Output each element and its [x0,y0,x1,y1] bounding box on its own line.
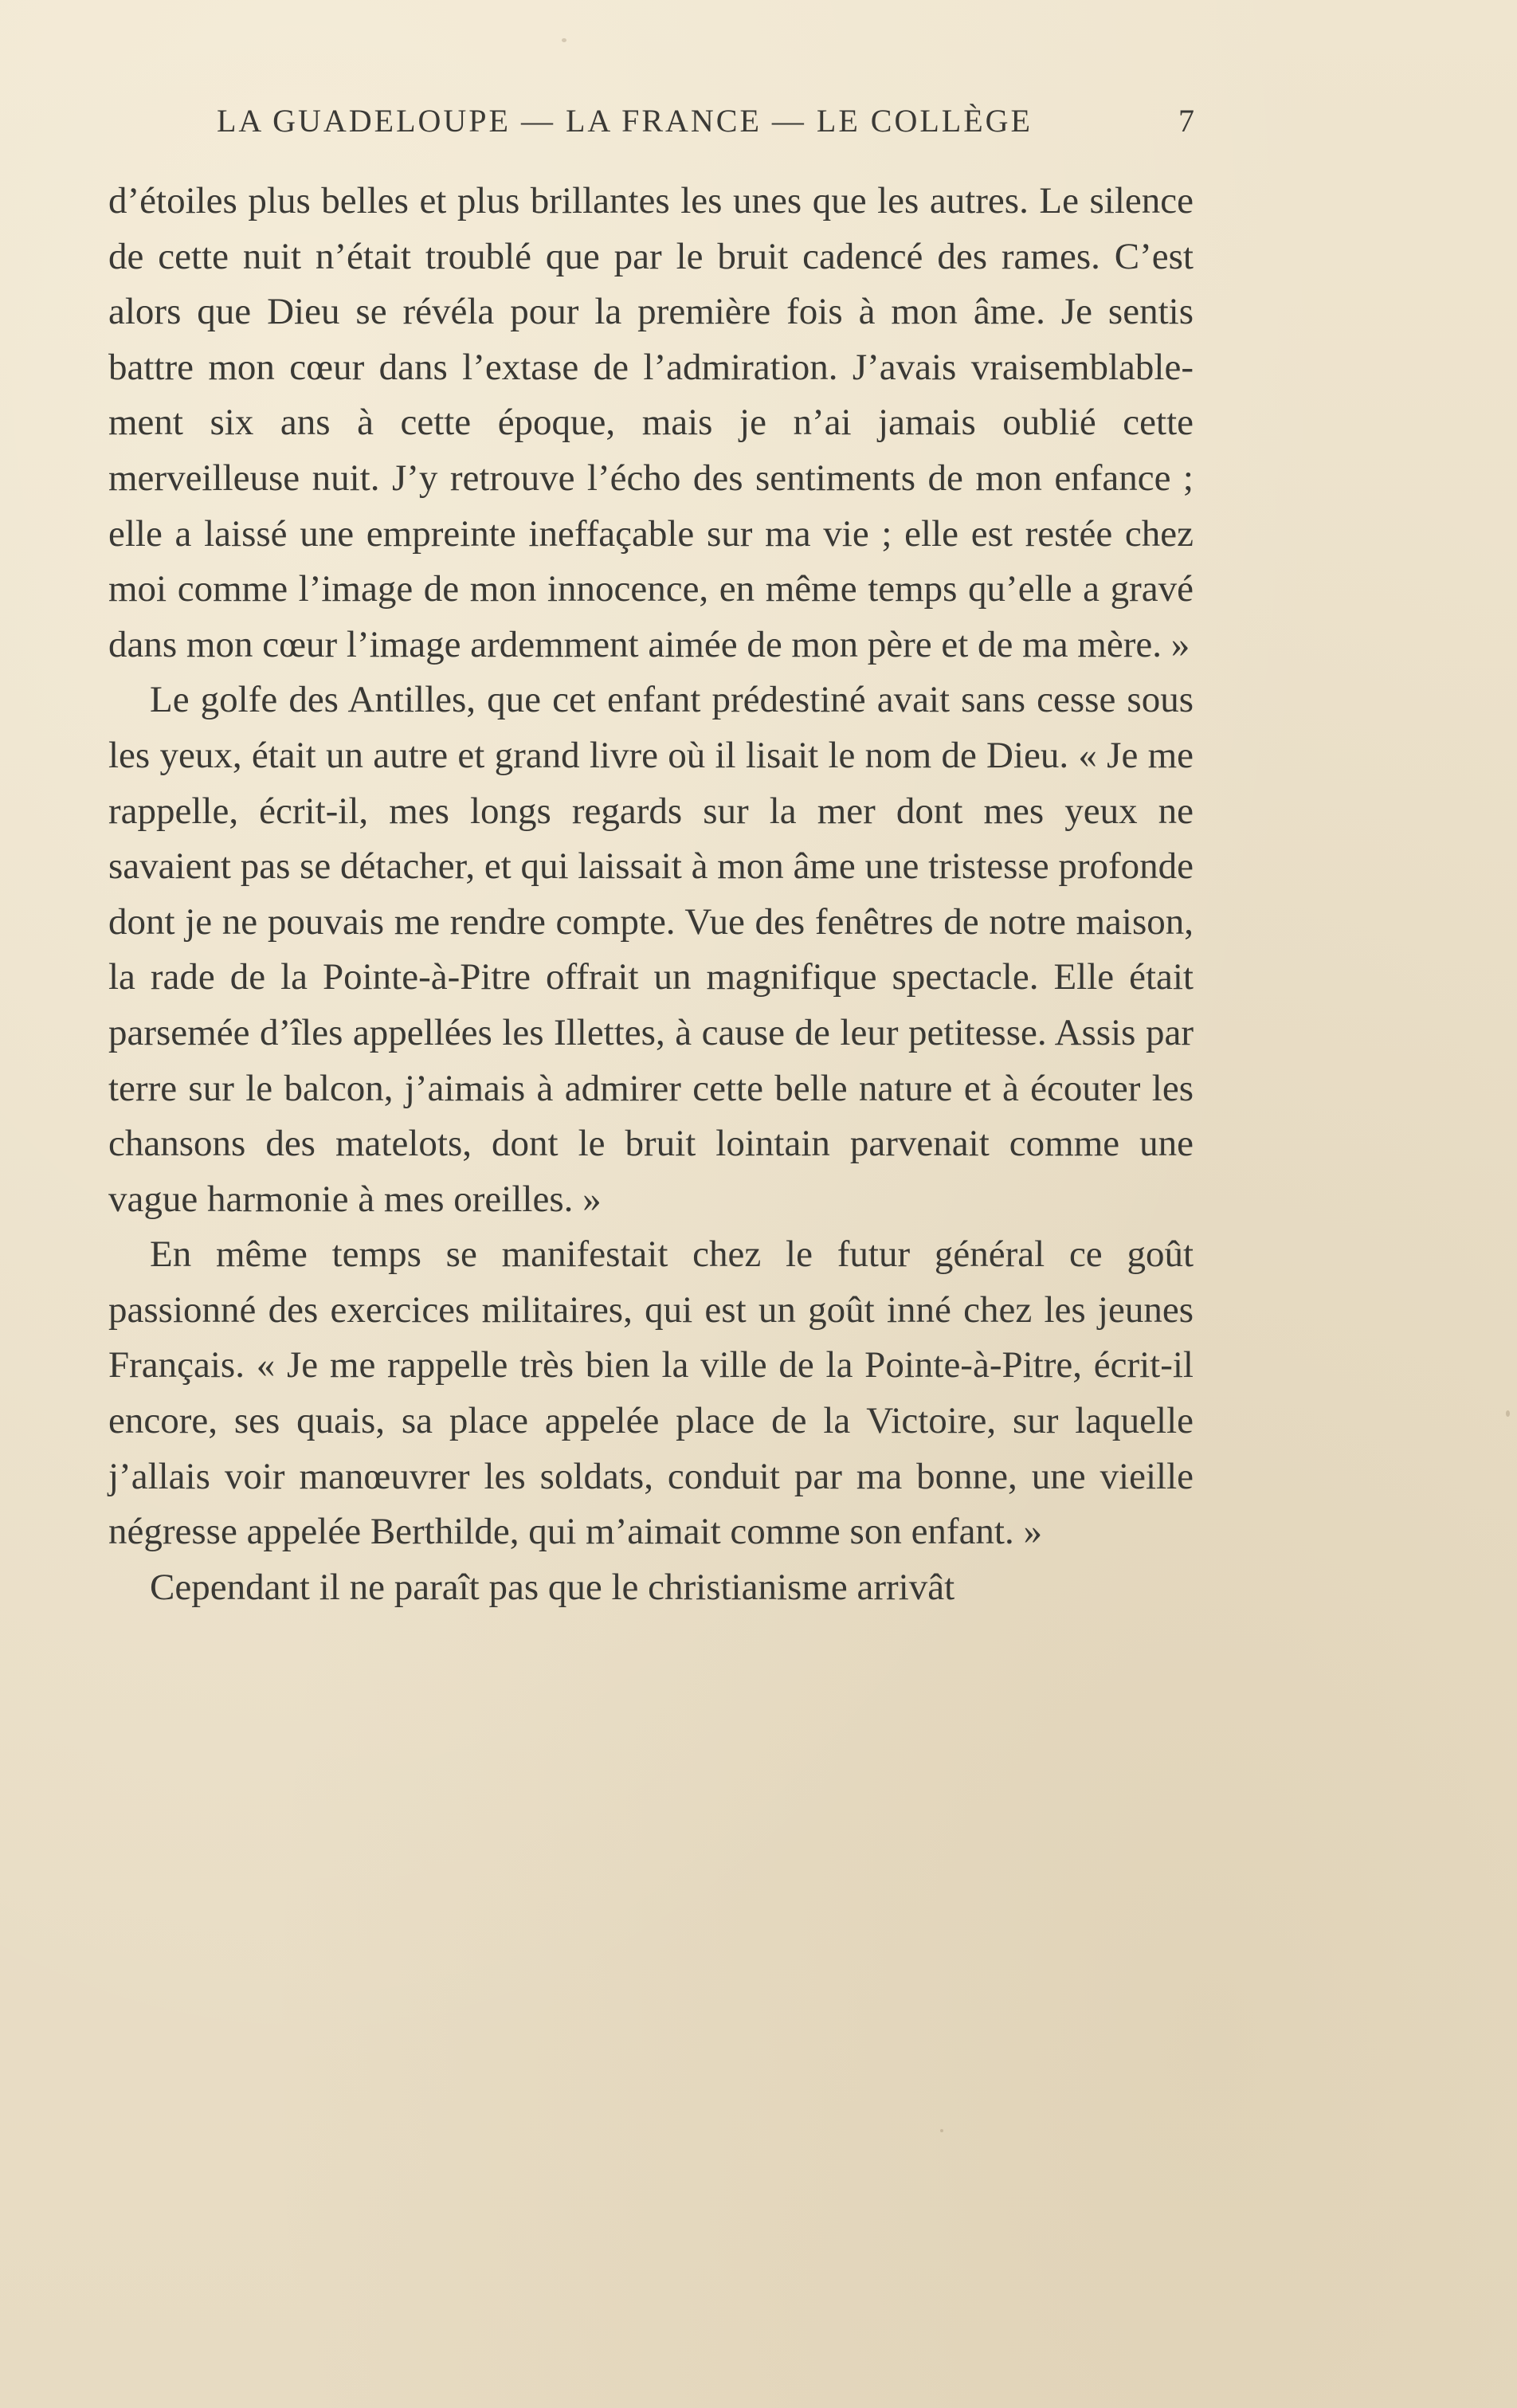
paragraph-continuation: d’étoiles plus belles et plus brillantes les unes que les autres. Le silence de cette nuit n’était troublé que par le bruit cadencé des rames. C’est alors que Dieu se révéla pour la première fois à mon âme. Je sentis battre mon cœur dans l’extase de l’admiration. J’avais vraisemblablement six ans à cette époque, mais je n’ai jamais oublié cette merveilleuse nuit. J’y retrouve l’écho des sentiments de mon enfance ; elle a laissé une empreinte ineffaçable sur ma vie ; elle est restée chez moi comme l’image de mon innocence, en même temps qu’elle a gravé dans mon cœur l’image ardemment aimée de mon père et de ma mère. » [108,180,1194,665]
paper-speck [562,38,566,42]
paragraph-golfe-des-antilles: Le golfe des Antilles, que cet enfant prédestiné avait sans cesse sous les yeux, était un autre et grand livre où il lisait le nom de Dieu. « Je me rappelle, écrit-il, mes longs regards sur la mer dont mes yeux ne savaient pas se détacher, et qui laissait à mon âme une tristesse profonde dont je ne pouvais me rendre compte. Vue des fenêtres de notre maison, la rade de la Pointe-à-Pitre offrait un magnifique spectacle. Elle était parsemée d’îles appellées les Illettes, à cause de leur petitesse. Assis par terre sur le balcon, j’aimais à admirer cette belle nature et à écouter les chansons des matelots, dont le bruit lointain parvenait comme une vague harmonie à mes oreilles. » [108,679,1194,1220]
running-head [217,102,1197,150]
page-number: 7 [1178,103,1197,139]
running-title: LA GUADELOUPE — LA FRANCE — LE COLLÈGE [217,103,1033,139]
paragraph-christianisme: Cependant il ne paraît pas que le christianisme arrivât [150,1566,955,1608]
body-text [108,174,1194,1615]
paper-speck [1506,1410,1510,1417]
paragraph-exercices-militaires: En même temps se manifestait chez le futur général ce goût passionné des exercices militaires, qui est un goût inné chez les jeunes Français. « Je me rappelle très bien la ville de la Pointe-à-Pitre, écrit-il encore, ses quais, sa place appelée place de la Victoire, sur laquelle j’allais voir manœuvrer les soldats, conduit par ma bonne, une vieille négresse appelée Berthilde, qui m’aimait comme son enfant. » [108,1233,1194,1553]
paper-speck [940,2129,943,2132]
